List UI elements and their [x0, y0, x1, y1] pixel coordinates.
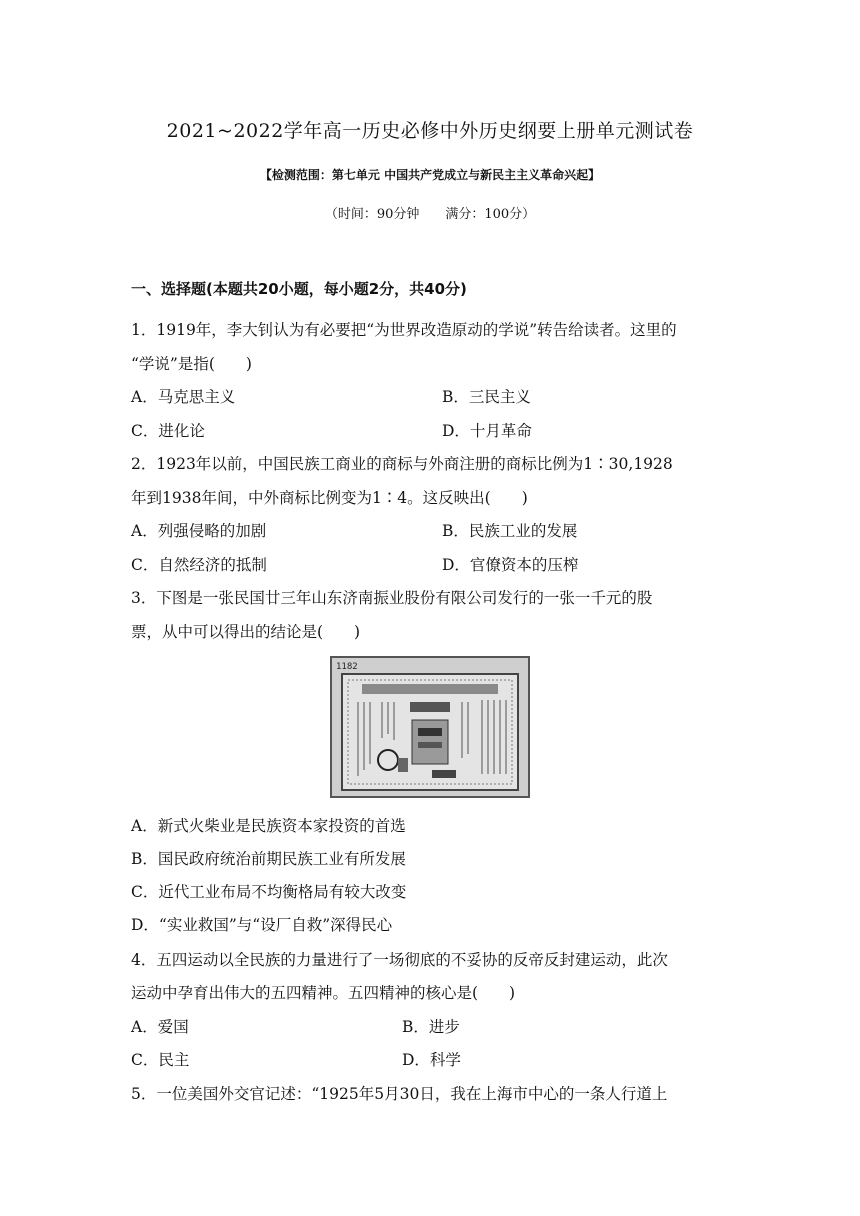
- question-4-option-d: D．科学: [402, 1051, 461, 1069]
- exam-time: （时间：90分钟: [324, 207, 420, 222]
- question-2-line-1: 2．1923年以前，中国民族工商业的商标与外商注册的商标比例为1∶30,1928: [131, 455, 673, 473]
- question-2-option-c: C．自然经济的抵制: [131, 556, 267, 574]
- question-3-line-1: 3．下图是一张民国廿三年山东济南振业股份有限公司发行的一张一千元的股: [131, 589, 653, 607]
- exam-title: 2021~2022学年高一历史必修中外历史纲要上册单元测试卷: [166, 120, 694, 142]
- question-1-option-b: B．三民主义: [442, 388, 531, 406]
- question-3-option-a: A．新式火柴业是民族资本家投资的首选: [131, 817, 406, 835]
- question-4-option-a: A．爱国: [131, 1018, 189, 1036]
- question-4-line-1: 4．五四运动以全民族的力量进行了一场彻底的不妥协的反帝反封建运动，此次: [131, 951, 668, 969]
- exam-time-score: [0, 203, 860, 222]
- question-2-option-a: A．列强侵略的加剧: [131, 522, 267, 540]
- section-heading: 一、选择题(本题共20小题，每小题2分，共40分): [131, 280, 467, 298]
- question-4-option-c: C．民主: [131, 1051, 190, 1069]
- question-4-option-b: B．进步: [402, 1018, 460, 1036]
- question-1-option-d: D．十月革命: [442, 422, 532, 440]
- question-2-option-b: B．民族工业的发展: [442, 522, 578, 540]
- exam-scope: 【检测范围：第七单元 中国共产党成立与新民主主义革命兴起】: [259, 168, 601, 182]
- stock-certificate-image: [330, 656, 530, 798]
- question-1-option-a: A．马克思主义: [131, 388, 236, 406]
- question-1-line-1: 1．1919年，李大钊认为有必要把“为世界改造原动的学说”转告给读者。这里的: [131, 321, 677, 339]
- question-1-option-c: C．进化论: [131, 422, 205, 440]
- question-3-option-b: B．国民政府统治前期民族工业有所发展: [131, 850, 406, 868]
- certificate-number: 1182: [336, 662, 358, 672]
- exam-score: 满分：100分）: [445, 207, 536, 222]
- question-1-line-2: “学说”是指( ): [131, 355, 252, 373]
- question-4-line-2: 运动中孕育出伟大的五四精神。五四精神的核心是( ): [131, 984, 516, 1002]
- question-3-line-2: 票，从中可以得出的结论是( ): [131, 623, 361, 641]
- question-2-line-2: 年到1938年间，中外商标比例变为1∶4。这反映出( ): [131, 489, 528, 507]
- question-5-line-1: 5．一位美国外交官记述：“1925年5月30日，我在上海市中心的一条人行道上: [131, 1085, 668, 1103]
- question-3-option-c: C．近代工业布局不均衡格局有较大改变: [131, 883, 407, 901]
- question-2-option-d: D．官僚资本的压榨: [442, 556, 579, 574]
- question-3-option-d: D．“实业救国”与“设厂自救”深得民心: [131, 916, 393, 934]
